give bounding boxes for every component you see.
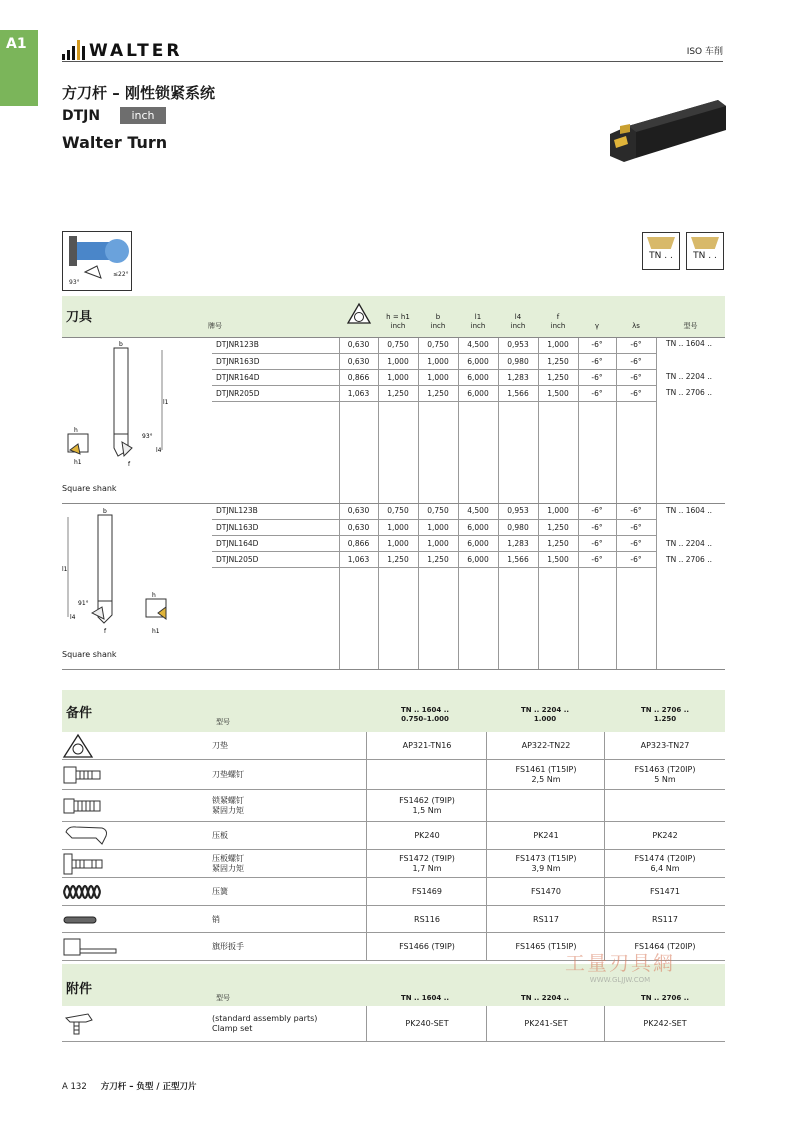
spare-part-cell: AP322-TN22 <box>521 741 571 750</box>
accessory-name: (standard assembly parts) Clamp set <box>212 1014 318 1033</box>
spare-part-row <box>62 906 725 933</box>
spare-part-name: 锁紧螺钉 紧固力矩 <box>212 796 244 815</box>
rh-dim-l1: l1 <box>163 399 169 406</box>
lh-dim-angle: 91° <box>78 600 89 607</box>
value-cell: -6° <box>578 551 616 567</box>
spare-part-row <box>62 850 725 878</box>
accessory-cell: PK242-SET <box>643 1019 687 1028</box>
insert-shape-icon <box>647 237 675 249</box>
value-cell: -6° <box>578 337 616 353</box>
rh-dim-f: f <box>128 461 131 468</box>
rh-dim-b: b <box>119 341 123 348</box>
designation-cell: DTJNR164D <box>212 369 339 385</box>
value-cell: 1,000 <box>538 337 578 353</box>
value-cell: 1,063 <box>339 385 378 401</box>
col-l1: l1 inch <box>470 313 486 330</box>
value-cell: 6,000 <box>458 369 498 385</box>
spring-icon <box>62 878 118 906</box>
accessory-cell: PK241-SET <box>524 1019 568 1028</box>
watermark-text: 工量刃具網 <box>565 951 675 975</box>
spare-col-1: TN .. 1604 .. 0.750–1.000 <box>400 706 450 723</box>
insert-ic-icon <box>346 302 372 326</box>
grid-line <box>486 790 487 822</box>
rh-tools-table <box>212 337 656 402</box>
value-cell: 1,250 <box>418 551 458 567</box>
watermark <box>565 947 675 984</box>
designation-cell: DTJNL123B <box>212 503 339 519</box>
value-cell: -6° <box>578 535 616 551</box>
shim-icon <box>62 732 118 760</box>
grid-line <box>366 878 367 906</box>
insert-badge-label: TN . . <box>693 251 717 261</box>
spare-part-name: 刀垫 <box>212 741 228 750</box>
footer-caption: 方刀杆 – 负型 / 正型刀片 <box>100 1082 197 1092</box>
grid-line <box>366 732 367 760</box>
spare-col-3: TN .. 2706 .. 1.250 <box>640 706 690 723</box>
value-cell: -6° <box>616 519 656 535</box>
value-cell: 6,000 <box>458 535 498 551</box>
col-b: b inch <box>430 313 446 330</box>
grid-line <box>366 850 367 878</box>
rh-insert-ref-1: TN .. 1604 .. <box>666 339 712 348</box>
spare-part-cell: FS1463 (T20IP) 5 Nm <box>634 765 696 784</box>
col-h: h = h1 inch <box>386 313 410 330</box>
rh-insert-ref-2: TN .. 2204 .. <box>666 372 712 381</box>
table-row <box>212 369 656 385</box>
value-cell: 1,000 <box>378 353 418 369</box>
section-tab: A1 <box>0 30 38 106</box>
spare-part-name: 销 <box>212 914 220 924</box>
value-cell: 0,953 <box>498 503 538 519</box>
header-divider <box>62 61 723 62</box>
grid-line <box>366 933 367 961</box>
spare-part-cell: FS1472 (T9IP) 1,7 Nm <box>399 854 455 873</box>
tools-section-title: 刀具 <box>66 310 93 325</box>
value-cell: 1,000 <box>378 519 418 535</box>
lh-shank-label: Square shank <box>62 650 117 659</box>
category-label: ISO 车削 <box>686 47 723 57</box>
value-cell: 1,000 <box>418 369 458 385</box>
spare-col-2: TN .. 2204 .. 1.000 <box>520 706 570 723</box>
value-cell: -6° <box>578 353 616 369</box>
logo-wordmark: WALTER <box>89 41 183 61</box>
grid-line <box>366 1006 367 1042</box>
value-cell: 0,630 <box>339 337 378 353</box>
walter-logo <box>62 36 182 60</box>
acc-type-label: 型号 <box>216 994 230 1002</box>
value-cell: 0,750 <box>418 503 458 519</box>
rh-dim-l4: l4 <box>156 447 162 454</box>
value-cell: 6,000 <box>458 353 498 369</box>
rh-dim-h: h <box>74 427 78 434</box>
pin-icon <box>62 906 118 934</box>
value-cell: 1,250 <box>538 519 578 535</box>
designation-cell: DTJNR205D <box>212 385 339 401</box>
spare-part-name: 压簧 <box>212 887 228 896</box>
value-cell: 1,250 <box>538 369 578 385</box>
spare-part-name: 压板 <box>212 831 228 840</box>
value-cell: -6° <box>616 535 656 551</box>
value-cell: 1,250 <box>538 353 578 369</box>
lh-insert-ref-3: TN .. 2706 .. <box>666 555 712 564</box>
shim-screw-icon <box>62 761 118 789</box>
spare-part-cell: FS1469 <box>412 887 442 896</box>
logo-mark-icon <box>62 40 85 60</box>
table-row <box>212 551 656 567</box>
value-cell: 0,750 <box>418 337 458 353</box>
block-bottom-border <box>62 669 725 670</box>
value-cell: 4,500 <box>458 337 498 353</box>
spare-part-cell: FS1461 (T15IP) 2,5 Nm <box>515 765 577 784</box>
spare-type-label: 型号 <box>216 718 230 726</box>
value-cell: 1,566 <box>498 551 538 567</box>
rh-dim-h1: h1 <box>74 459 82 466</box>
designation-cell: DTJNL163D <box>212 519 339 535</box>
spare-part-cell: RS117 <box>652 914 678 924</box>
insert-shape-icon <box>691 237 719 249</box>
value-cell: 0,750 <box>378 337 418 353</box>
col-f: f inch <box>550 313 566 330</box>
value-cell: 1,063 <box>339 551 378 567</box>
value-cell: 1,000 <box>418 535 458 551</box>
value-cell: -6° <box>578 503 616 519</box>
spare-part-cell: FS1473 (T15IP) 3,9 Nm <box>515 854 577 873</box>
value-cell: 0,980 <box>498 519 538 535</box>
lh-dim-l4: l4 <box>70 614 76 621</box>
rh-insert-ref-3: TN .. 2706 .. <box>666 388 712 397</box>
table-row <box>212 337 656 353</box>
value-cell: 1,283 <box>498 535 538 551</box>
value-cell: 0,866 <box>339 369 378 385</box>
value-cell: -6° <box>616 503 656 519</box>
insert-badge-label: TN . . <box>649 251 673 261</box>
setup-angle-1: 93° <box>69 279 80 286</box>
accessory-cell: PK240-SET <box>405 1019 449 1028</box>
value-cell: -6° <box>578 369 616 385</box>
spare-part-row <box>62 822 725 850</box>
accessories-title: 附件 <box>66 982 93 997</box>
value-cell: 1,500 <box>538 385 578 401</box>
value-cell: 1,500 <box>538 551 578 567</box>
spare-part-row <box>62 760 725 790</box>
spare-part-cell: RS116 <box>414 914 440 924</box>
col-lambda: λs <box>632 322 640 330</box>
insert-badge-1 <box>642 232 680 270</box>
value-cell: 1,566 <box>498 385 538 401</box>
insert-badge-2 <box>686 232 724 270</box>
locking-screw-icon <box>62 792 118 820</box>
flag-key-icon <box>62 933 118 961</box>
lh-dim-b: b <box>103 508 107 515</box>
table-row <box>212 535 656 551</box>
grid-line <box>366 906 367 933</box>
value-cell: -6° <box>616 337 656 353</box>
value-cell: 1,000 <box>378 535 418 551</box>
lh-insert-ref-1: TN .. 1604 .. <box>666 506 712 515</box>
page-footer <box>62 1080 196 1092</box>
value-cell: -6° <box>616 385 656 401</box>
col-insert: 型号 <box>683 322 698 330</box>
spare-part-cell: FS1464 (T20IP) <box>634 942 696 951</box>
table-row <box>212 503 656 519</box>
spare-part-cell: PK240 <box>414 831 440 840</box>
lh-dim-l1: l1 <box>62 566 68 573</box>
value-cell: -6° <box>616 353 656 369</box>
rh-dim-angle: 93° <box>142 433 153 440</box>
value-cell: 0,750 <box>378 503 418 519</box>
designation-cell: DTJNR123B <box>212 337 339 353</box>
acc-col-1: TN .. 1604 .. <box>400 994 450 1002</box>
brand-title: Walter Turn <box>62 133 168 152</box>
tool-holder-image <box>606 96 728 172</box>
lh-dim-f: f <box>104 628 107 635</box>
spare-part-name: 刀垫螺钉 <box>212 770 244 779</box>
lh-dim-h: h <box>152 592 156 599</box>
table-row <box>212 353 656 369</box>
value-cell: -6° <box>578 519 616 535</box>
lh-tool-drawing <box>62 505 182 640</box>
spare-part-row <box>62 732 725 760</box>
value-cell: 6,000 <box>458 385 498 401</box>
value-cell: 1,283 <box>498 369 538 385</box>
value-cell: 1,250 <box>378 385 418 401</box>
clamp-set-icon <box>62 1010 96 1036</box>
value-cell: 1,000 <box>538 503 578 519</box>
clamp-icon <box>62 822 118 850</box>
spare-part-cell: AP323-TN27 <box>640 741 690 750</box>
col-l4: l4 inch <box>510 313 526 330</box>
spare-part-cell: AP321-TN16 <box>402 741 452 750</box>
lh-dim-h1: h1 <box>152 628 160 635</box>
value-cell: 1,000 <box>418 353 458 369</box>
watermark-url: WWW.GLJJW.COM <box>589 976 651 984</box>
value-cell: 1,250 <box>538 535 578 551</box>
setup-angle-2: ≤22° <box>113 271 129 278</box>
spare-part-cell: FS1470 <box>531 887 561 896</box>
product-code: DTJN <box>62 108 101 124</box>
designation-cell: DTJNL205D <box>212 551 339 567</box>
value-cell: 1,000 <box>418 519 458 535</box>
value-cell: 6,000 <box>458 519 498 535</box>
value-cell: 6,000 <box>458 551 498 567</box>
designation-cell: DTJNR163D <box>212 353 339 369</box>
grid-line <box>366 790 367 822</box>
spare-part-name: 旗形扳手 <box>212 942 244 951</box>
accessory-row <box>62 1006 725 1042</box>
spare-part-cell: PK242 <box>652 831 678 840</box>
designation-cell: DTJNL164D <box>212 535 339 551</box>
value-cell: 0,980 <box>498 353 538 369</box>
lh-insert-ref-2: TN .. 2204 .. <box>666 539 712 548</box>
acc-col-3: TN .. 2706 .. <box>640 994 690 1002</box>
spare-part-cell: FS1471 <box>650 887 680 896</box>
value-cell: 1,250 <box>418 385 458 401</box>
page-number: A 132 <box>62 1082 87 1092</box>
grid-line <box>366 822 367 850</box>
spare-parts-title: 备件 <box>66 706 93 721</box>
spare-part-name: 压板螺钉 紧固力矩 <box>212 854 244 873</box>
grid-line <box>366 760 367 790</box>
value-cell: 0,630 <box>339 353 378 369</box>
value-cell: 4,500 <box>458 503 498 519</box>
lh-tools-table <box>212 503 656 568</box>
clamp-screw-icon <box>62 850 118 878</box>
value-cell: 0,630 <box>339 519 378 535</box>
spare-part-cell: FS1465 (T15IP) <box>515 942 577 951</box>
setup-diagram <box>62 231 132 291</box>
unit-badge: inch <box>120 107 166 124</box>
spare-part-cell: RS117 <box>533 914 559 924</box>
value-cell: 0,866 <box>339 535 378 551</box>
acc-col-2: TN .. 2204 .. <box>520 994 570 1002</box>
value-cell: -6° <box>578 385 616 401</box>
spare-part-cell: FS1474 (T20IP) 6,4 Nm <box>634 854 696 873</box>
spare-part-row <box>62 790 725 822</box>
value-cell: -6° <box>616 551 656 567</box>
spare-part-cell: PK241 <box>533 831 559 840</box>
value-cell: 0,953 <box>498 337 538 353</box>
page-title: 方刀杆 – 刚性锁紧系统 <box>62 84 215 102</box>
rh-tool-drawing <box>62 338 182 468</box>
value-cell: 1,250 <box>378 551 418 567</box>
table-row <box>212 385 656 401</box>
value-cell: 1,000 <box>378 369 418 385</box>
value-cell: 0,630 <box>339 503 378 519</box>
table-row <box>212 519 656 535</box>
spare-part-cell: FS1462 (T9IP) 1,5 Nm <box>399 796 455 815</box>
grid-line <box>604 790 605 822</box>
col-gamma: γ <box>594 322 600 330</box>
spare-part-cell: FS1466 (T9IP) <box>399 942 455 951</box>
value-cell: -6° <box>616 369 656 385</box>
col-designation: 牌号 <box>208 322 222 330</box>
spare-part-row <box>62 878 725 906</box>
rh-shank-label: Square shank <box>62 484 117 493</box>
